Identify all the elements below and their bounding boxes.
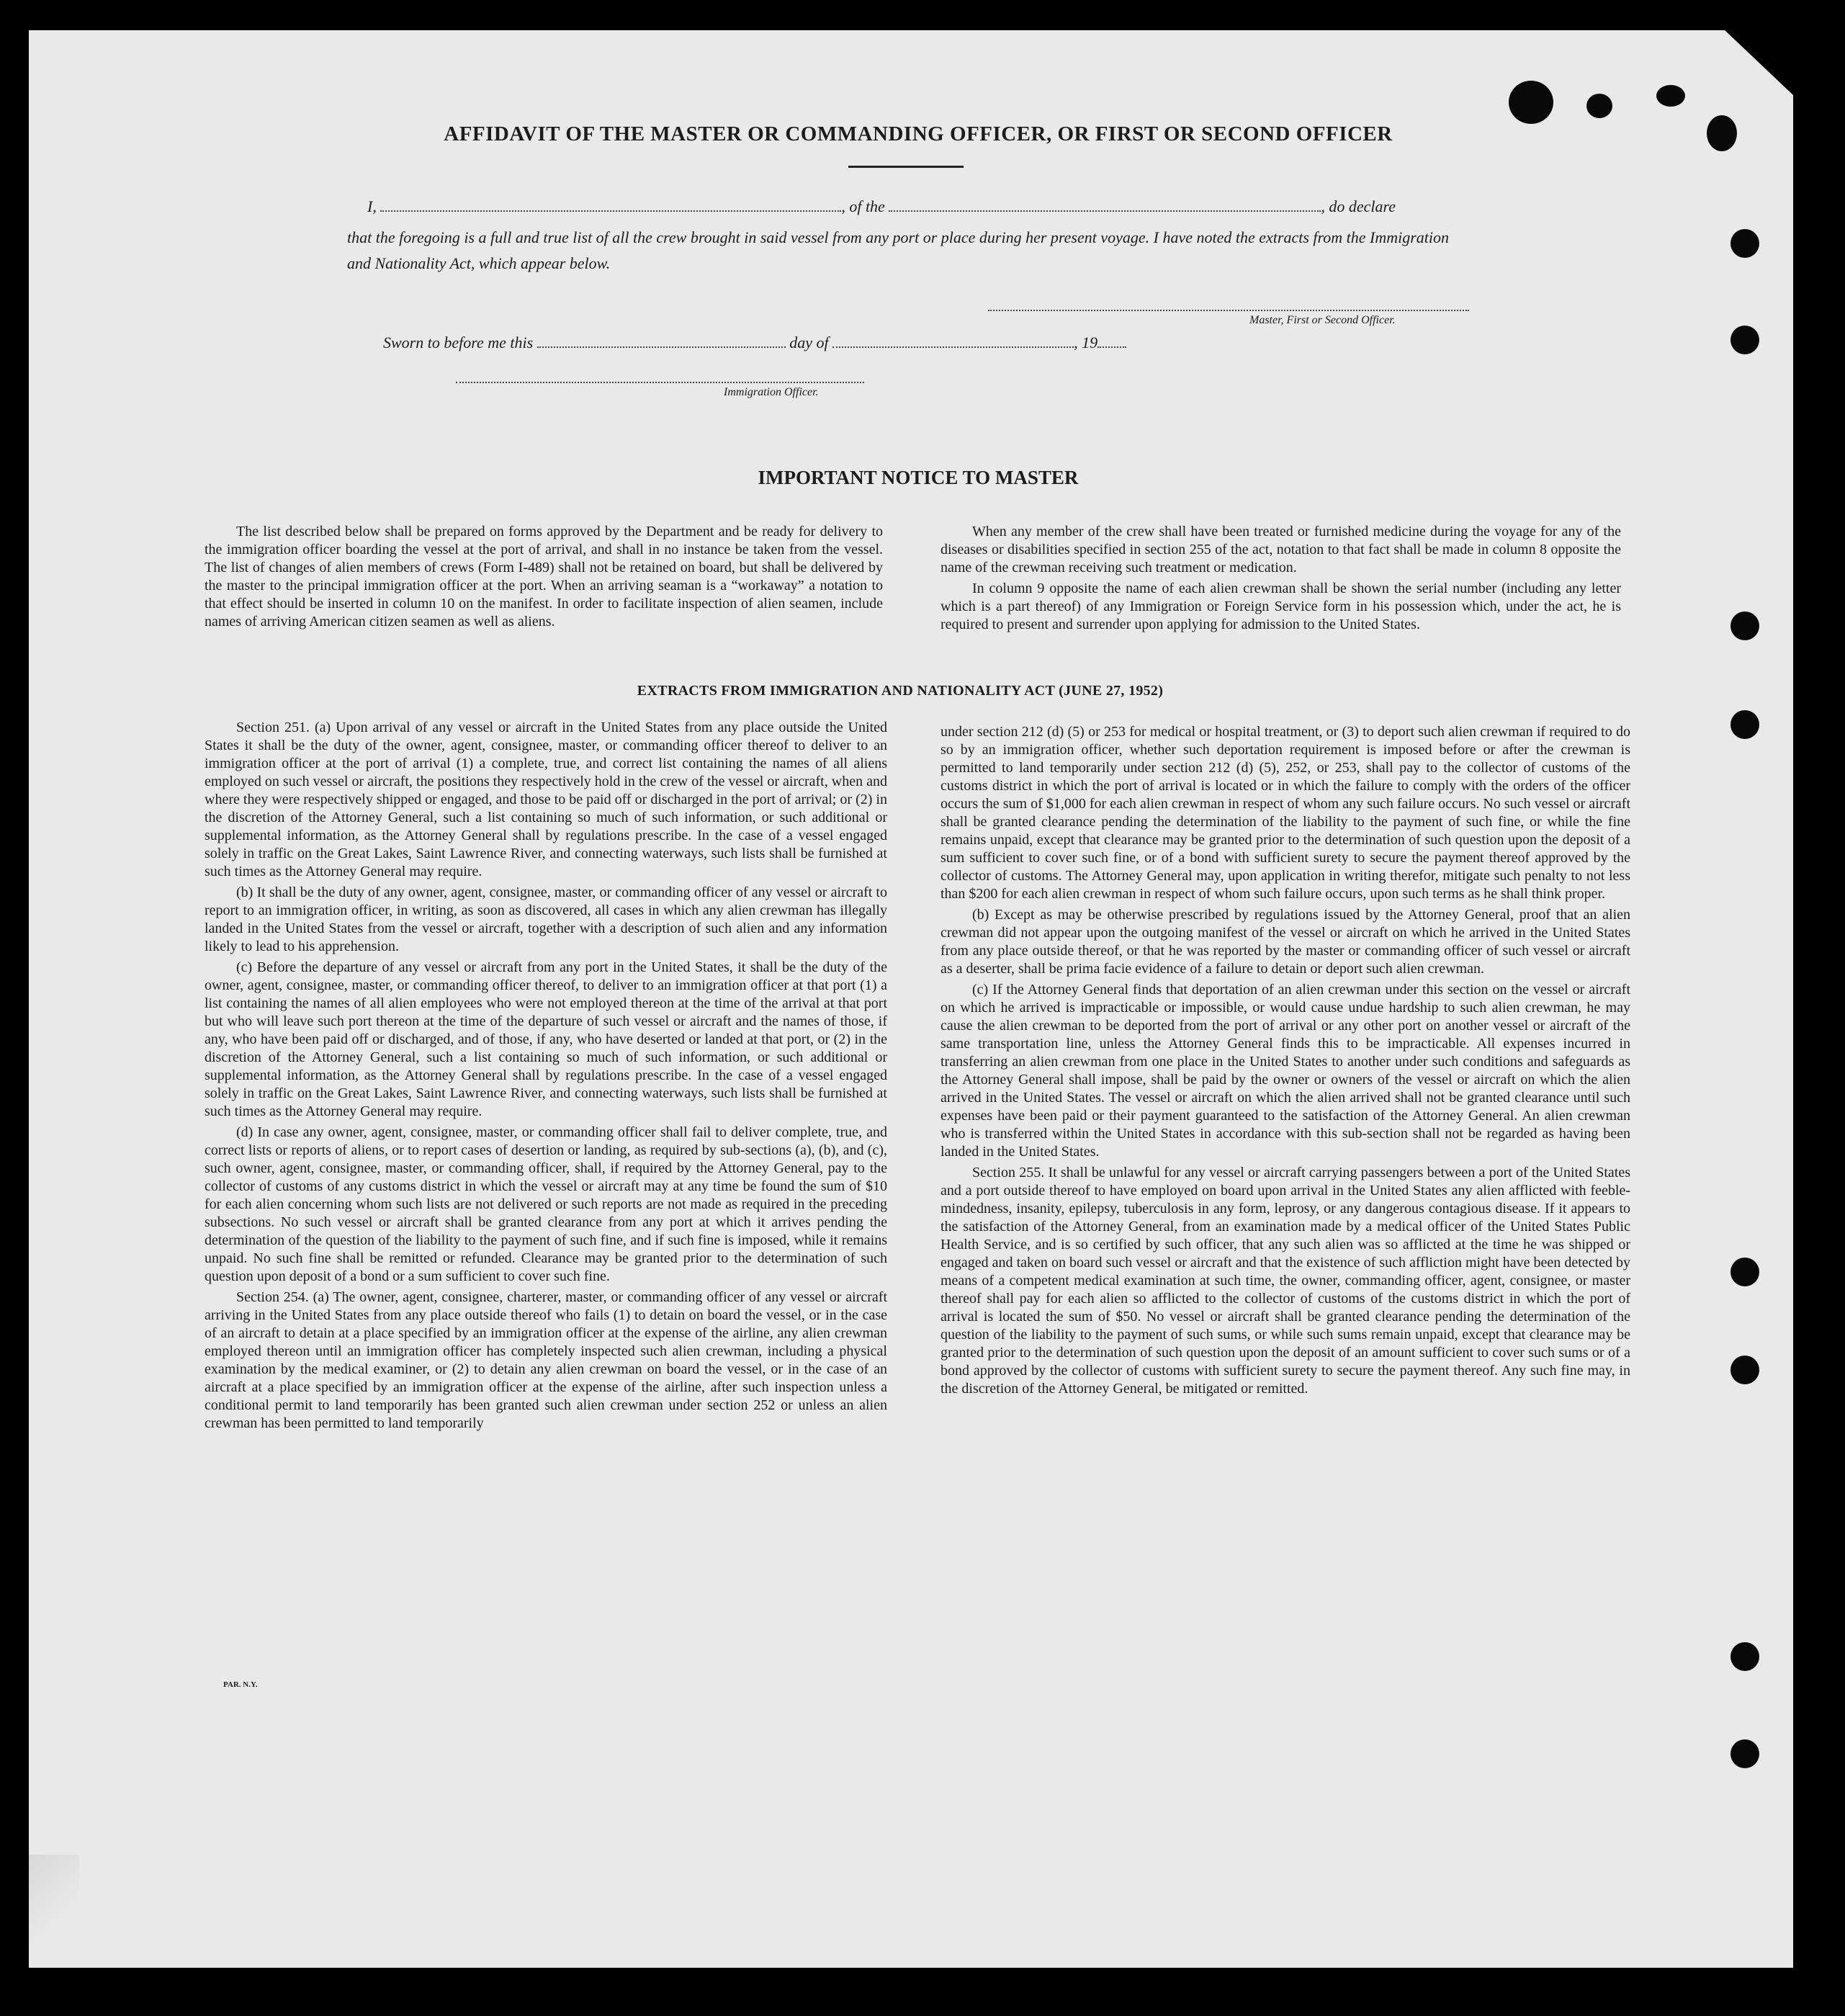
do-declare-label: , do declare	[1321, 197, 1396, 215]
section-paragraph: under section 212 (d) (5) or 253 for medical or hospital treatment, or (3) to deport such alien crewman if required to do so by an immigration officer, whether such deportation requirement is imposed before or after the crewman is permitted to land temporarily under section 212 (d) (5), 252, or 253, shall pay to the collector of customs of the customs district in which the port of arrival is located or in which the failure to comply with the orders of the officer occurs the sum of $1,000 for each alien crewman in respect of whom any such failure occurs. No such vessel or aircraft shall be granted clearance pending the determination of the liability to the payment of such fine, or while the fine remains unpaid, except that clearance may be granted prior to the determination of such question upon the deposit of a sum sufficient to cover such fine, or of a bond with sufficient surety to secure the payment thereof approved by the collector of customs. The Attorney General may, upon application in writing therefor, mitigate such penalty to not less than $200 for each alien crewman in respect of whom such failure occurs, upon such terms as he shall think proper.	[941, 724, 1630, 902]
section-paragraph: Section 251. (a) Upon arrival of any vessel or aircraft in the United States from any place outside the United States it shall be the duty of the owner, agent, consignee, master, or commanding officer thereof to deliver to an immigration officer at the port of arrival (1) a complete, true, and correct list containing the names of all aliens employed on such vessel or aircraft, the positions they respectively hold in the crew of the vessel or aircraft, when and where they were respectively shipped or engaged, and those to be paid off or discharged in the port of arrival; or (2) in the discretion of the Attorney General, such a list containing so much of such information, or such additional or supplemental information, as the Attorney General shall by regulations prescribe. In the case of a vessel engaged solely in traffic on the Great Lakes, Saint Lawrence River, and connecting waterways, such lists shall be furnished at such times as the Attorney General may require.	[205, 720, 887, 879]
notice-title: IMPORTANT NOTICE TO MASTER	[758, 467, 1079, 488]
printer-mark: PAR. N.Y.	[223, 1680, 258, 1689]
sworn-line	[383, 333, 1247, 352]
punch-hole	[1730, 229, 1759, 258]
punch-hole	[1730, 1356, 1759, 1384]
section-paragraph: (b) Except as may be otherwise prescribed by regulations issued by the Attorney General, proof that an alien crewman did not appear upon the outgoing manifest of the vessel or aircraft on which he arrived in the United States from any place outside thereof, or that he was reported by the master or commanding officer of such vessel or aircraft as a deserter, shall be prima facie evidence of a failure to detain or deport such alien crewman.	[941, 907, 1630, 977]
ink-blot	[1656, 85, 1685, 107]
officer-signature-label: Immigration Officer.	[724, 386, 819, 398]
title-underline	[848, 166, 964, 168]
section-paragraph: Section 254. (a) The owner, agent, consignee, charterer, master, or commanding officer of any vessel or aircraft arriving in the United States from any place outside thereof who fails (1) to detain on board the vessel, or in the case of an aircraft to detain at a place specified by an immigration officer at the expense of the airline, any alien crewman employed thereon until an immigration officer has completely inspected such alien crewman, including a physical examination by the medical examiner, or (2) to detain any alien crewman on board the vessel, or in the case of an aircraft at a place specified by an immigration officer at the expense of the airline, after such inspection unless a conditional permit to land temporarily has been granted such alien crewman under section 252 or unless an alien crewman has been permitted to land temporarily	[205, 1289, 887, 1431]
page-fold-shadow	[29, 1855, 79, 1968]
punch-hole	[1730, 1642, 1759, 1671]
notice-paragraph: In column 9 opposite the name of each alien crewman shall be shown the serial number (including any letter which is a part thereof) of any Immigration or Foreign Service form in his possession which, under the act, he is required to present and surrender upon applying for admission to the United States.	[941, 581, 1621, 632]
affidavit-title: AFFIDAVIT OF THE MASTER OR COMMANDING OFFICER, OR FIRST OR SECOND OFFICER	[444, 122, 1393, 145]
sworn-day-field[interactable]	[537, 346, 786, 348]
page-corner-cut	[1725, 30, 1793, 95]
notice-paragraph: When any member of the crew shall have been treated or furnished medicine during the voyage for any of the diseases or disabilities specified in section 255 of the act, notation to that fact shall be made in column 8 opposite the name of the crewman receiving such treatment or medication.	[941, 524, 1621, 575]
punch-hole	[1730, 1739, 1759, 1768]
section-paragraph: (c) Before the departure of any vessel or aircraft from any port in the United States, it shall be the duty of the owner, agent, consignee, master, or commanding officer thereof, to deliver to an immigration officer at that port (1) a list containing the names of all alien employees who were not employed thereon at the time of the arrival at that port but who will leave such port thereon at the time of the departure of such vessel or aircraft and the names of those, if any, who have been paid off or discharged, and of those, if any, who have deserted or landed at that port, or (2) in the discretion of the Attorney General, such a list containing so much of such information, or such additional or supplemental information, as the Attorney General shall by regulations prescribe. In the case of a vessel engaged solely in traffic on the Great Lakes, Saint Lawrence River, and connecting waterways, such lists shall be furnished at such times as the Attorney General may require.	[205, 959, 887, 1119]
punch-hole	[1730, 1258, 1759, 1286]
declaration-line	[367, 197, 1469, 216]
notice-paragraph: The list described below shall be prepared on forms approved by the Department and be ready for delivery to the immigration officer boarding the vessel at the port of arrival, and shall in no instance be taken from the vessel. The list of changes of alien members of crews (Form I-489) shall not be retained on board, but shall be delivered by the master to the principal immigration officer at the port. When an arriving seaman is a “workaway” a notation to that effect should be inserted in column 10 on the manifest. In order to facilitate inspection of alien seamen, include names of arriving American citizen seamen as well as aliens.	[205, 524, 883, 630]
extracts-right-column	[941, 723, 1630, 1398]
section-paragraph: (d) In case any owner, agent, consignee, master, or commanding officer shall fail to deliver complete, true, and correct lists or reports of aliens, or to report cases of desertion or landing, as required by sub-sections (a), (b), and (c), such owner, agent, consignee, master, or commanding officer, shall, if required by the Attorney General, pay to the collector of customs of any customs district in which the vessel or aircraft may at any time be found the sum of $10 for each alien concerning whom such lists are not delivered or such reports are not made as required in the preceding subsections. No such vessel or aircraft shall be granted clearance from any port at which it arrives pending the determination of the question of the liability to the payment of such fine, and if such fine is imposed, while it remains unpaid. No such fine shall be remitted or refunded. Clearance may be granted prior to the determination of such question upon deposit of a bond or a sum sufficient to cover such fine.	[205, 1124, 887, 1284]
section-paragraph: Section 255. It shall be unlawful for any vessel or aircraft carrying passengers between a port of the United States and a port outside thereof to have employed on board upon arrival in the United States any alien afflicted with feeble-mindedness, insanity, epilepsy, tuberculosis in any form, leprosy, or any dangerous contagious disease. If it appears to the satisfaction of the Attorney General, from an examination made by a medical officer of the United States Public Health Service, and is so certified by such officer, that any such alien was so afflicted at the time he was shipped or engaged and taken on board such vessel or aircraft and that the existence of such affliction might have been detected by means of a competent medical examination at such time, the owner, commanding officer, agent, consignee, or master thereof shall pay for each alien so afflicted to the collector of customs of the customs district in which the port of arrival is located the sum of $50. No vessel or aircraft shall be granted clearance pending the determination of the question of the liability to the payment of such sums, or while such sums remain unpaid, except that clearance may be granted prior to the determination of such question upon the deposit of an amount sufficient to cover such sums or of a bond approved by the collector of customs with sufficient surety to secure the payment thereof. Any such fine may, in the discretion of the Attorney General, be mitigated or remitted.	[941, 1165, 1630, 1397]
year-prefix-label: , 19	[1074, 333, 1098, 351]
name-field[interactable]	[380, 210, 841, 212]
vessel-field[interactable]	[889, 210, 1321, 212]
sworn-label: Sworn to before me this	[383, 333, 534, 351]
extracts-left-column	[205, 719, 887, 1433]
punch-hole	[1730, 710, 1759, 739]
ink-blot	[1586, 94, 1612, 118]
punch-hole	[1730, 326, 1759, 354]
declaration-text: that the foregoing is a full and true list of all the crew brought in said vessel from any port or place during her present voyage. I have noted the extracts from the Immigration and Nationality Act, which appear below.	[347, 228, 1450, 272]
section-paragraph: (c) If the Attorney General finds that deportation of an alien crewman under this section on the vessel or aircraft on which he arrived is impracticable or impossible, or would cause undue hardship to such alien crewman, he may cause the alien crewman to be deported from the port of arrival or any other port on another vessel or aircraft of the same transportation line, unless the Attorney General finds this to be impracticable. All expenses incurred in transferring an alien crewman from one place in the United States to another under such conditions and safeguards as the Attorney General shall impose, shall be paid by the owner or owners of the vessel or aircraft on which the alien arrived in the United States. The vessel or aircraft on which the alien arrived shall not be granted clearance until such expenses have been paid or their payment guaranteed to the satisfaction of the Attorney General. An alien crewman who is transferred within the United States in accordance with this sub-section shall not be regarded as having been landed in the United States.	[941, 982, 1630, 1160]
ink-blot	[1509, 81, 1553, 124]
master-signature-label: Master, First or Second Officer.	[1249, 314, 1396, 326]
master-signature-line[interactable]	[988, 310, 1469, 311]
officer-signature-line[interactable]	[456, 382, 864, 383]
section-paragraph: (b) It shall be the duty of any owner, agent, consignee, master, or commanding officer of any vessel or aircraft to report to an immigration officer, in writing, as soon as discovered, all cases in which any alien crewman has illegally landed in the United States from the vessel or aircraft, together with a description of such alien and any information likely to lead to his apprehension.	[205, 884, 887, 954]
notice-right-column	[941, 523, 1621, 634]
sworn-year-field[interactable]	[1097, 346, 1126, 348]
extracts-title: EXTRACTS FROM IMMIGRATION AND NATIONALITY ACT (JUNE 27, 1952)	[637, 683, 1164, 699]
day-of-label: day of	[789, 333, 829, 351]
sworn-month-field[interactable]	[832, 346, 1074, 348]
notice-left-column	[205, 523, 883, 631]
of-the-label: , of the	[841, 197, 885, 215]
ink-blot	[1707, 115, 1737, 151]
i-label: I,	[367, 197, 377, 215]
punch-hole	[1730, 611, 1759, 640]
